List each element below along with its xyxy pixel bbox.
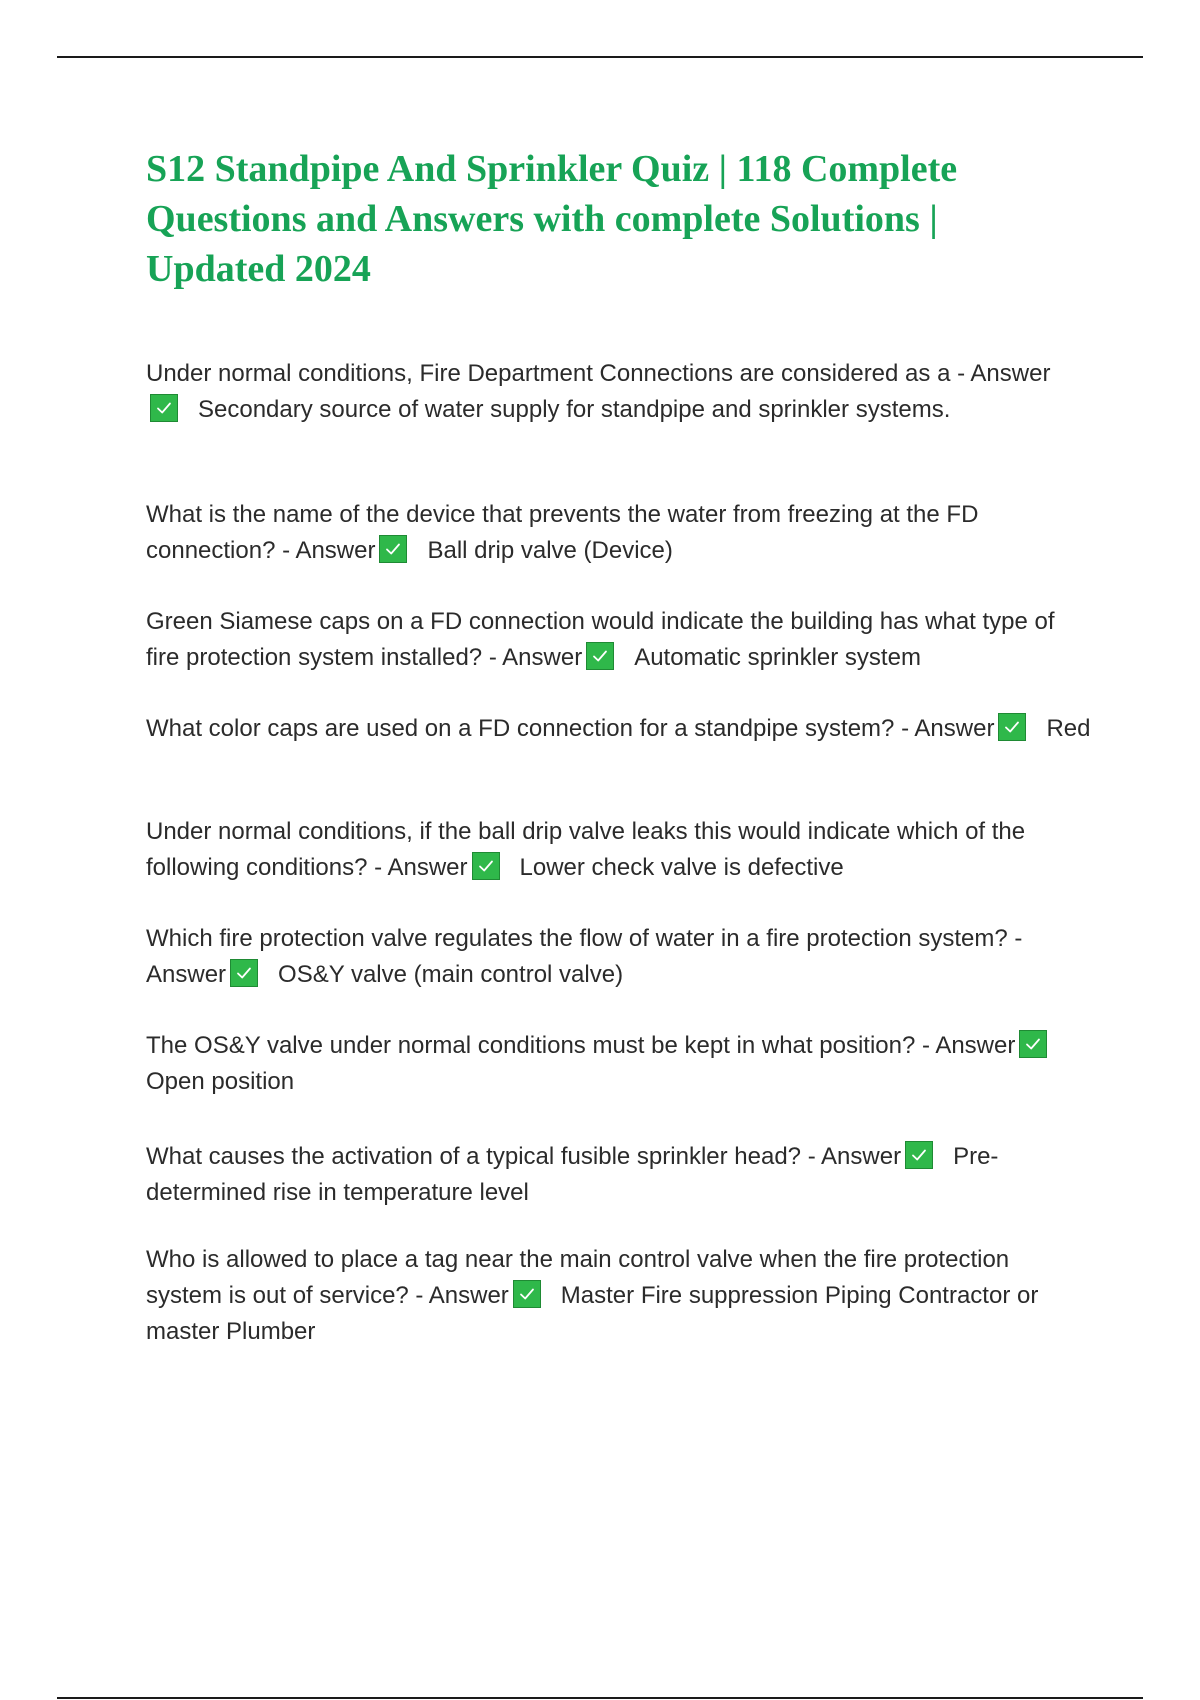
question-text: What color caps are used on a FD connection for a standpipe system? -: [146, 715, 910, 742]
answer-text: Lower check valve is defective: [519, 854, 844, 881]
question-text: Under normal conditions, if the ball drip valve leaks this would indicate which of the following conditions? -: [146, 818, 1026, 881]
answer-label: Answer: [387, 854, 468, 881]
check-mark-icon: [1019, 1030, 1047, 1058]
answer-text: Open position: [146, 1068, 295, 1095]
answer-text: OS&Y valve (main control valve): [278, 961, 624, 988]
qa-item: [146, 604, 1091, 711]
question-text: What is the name of the device that prevents the water from freezing at the FD connection? -: [146, 501, 979, 564]
qa-item: [146, 814, 1091, 921]
answer-text: Pre-determined rise in temperature level: [146, 1143, 999, 1206]
check-mark-icon: [150, 394, 178, 422]
qa-item: [146, 497, 1091, 604]
qa-item: [146, 1028, 1091, 1139]
answer-label: Answer: [970, 360, 1051, 387]
qa-item: [146, 1139, 1091, 1242]
answer-text: Red: [1046, 715, 1091, 742]
check-mark-icon: [586, 642, 614, 670]
answer-label: Answer: [146, 961, 227, 988]
answer-label: Answer: [428, 1282, 509, 1309]
check-mark-icon: [379, 535, 407, 563]
answer-label: Answer: [502, 644, 583, 671]
answer-label: Answer: [295, 537, 376, 564]
qa-item: [146, 356, 1091, 497]
answer-text: Automatic sprinkler system: [634, 644, 921, 671]
qa-item: [146, 921, 1091, 1028]
answer-text: Master Fire suppression Piping Contractor or master Plumber: [146, 1282, 1039, 1345]
question-text: The OS&Y valve under normal conditions must be kept in what position? -: [146, 1032, 930, 1059]
bottom-rule: [57, 1697, 1143, 1699]
qa-item: [146, 711, 1091, 814]
check-mark-icon: [905, 1141, 933, 1169]
top-rule: [57, 56, 1143, 58]
question-text: Who is allowed to place a tag near the main control valve when the fire protection system is out of service? -: [146, 1246, 1010, 1309]
question-text: Under normal conditions, Fire Department Connections are considered as a -: [146, 360, 966, 387]
answer-text: Secondary source of water supply for standpipe and sprinkler systems.: [198, 396, 951, 423]
check-mark-icon: [513, 1280, 541, 1308]
answer-label: Answer: [935, 1032, 1016, 1059]
check-mark-icon: [998, 713, 1026, 741]
answer-label: Answer: [821, 1143, 902, 1170]
question-text: What causes the activation of a typical fusible sprinkler head? -: [146, 1143, 816, 1170]
check-mark-icon: [230, 959, 258, 987]
qa-list: [146, 356, 1091, 1350]
answer-label: Answer: [914, 715, 995, 742]
answer-text: Ball drip valve (Device): [427, 537, 673, 564]
check-mark-icon: [472, 852, 500, 880]
question-text: Green Siamese caps on a FD connection would indicate the building has what type of fire protection system installed? -: [146, 608, 1055, 671]
qa-item: [146, 1242, 1091, 1350]
question-text: Which fire protection valve regulates the flow of water in a fire protection system? -: [146, 925, 1023, 952]
document-title: S12 Standpipe And Sprinkler Quiz | 118 Complete Questions and Answers with complete Solutions | Updated 2024: [146, 148, 958, 290]
